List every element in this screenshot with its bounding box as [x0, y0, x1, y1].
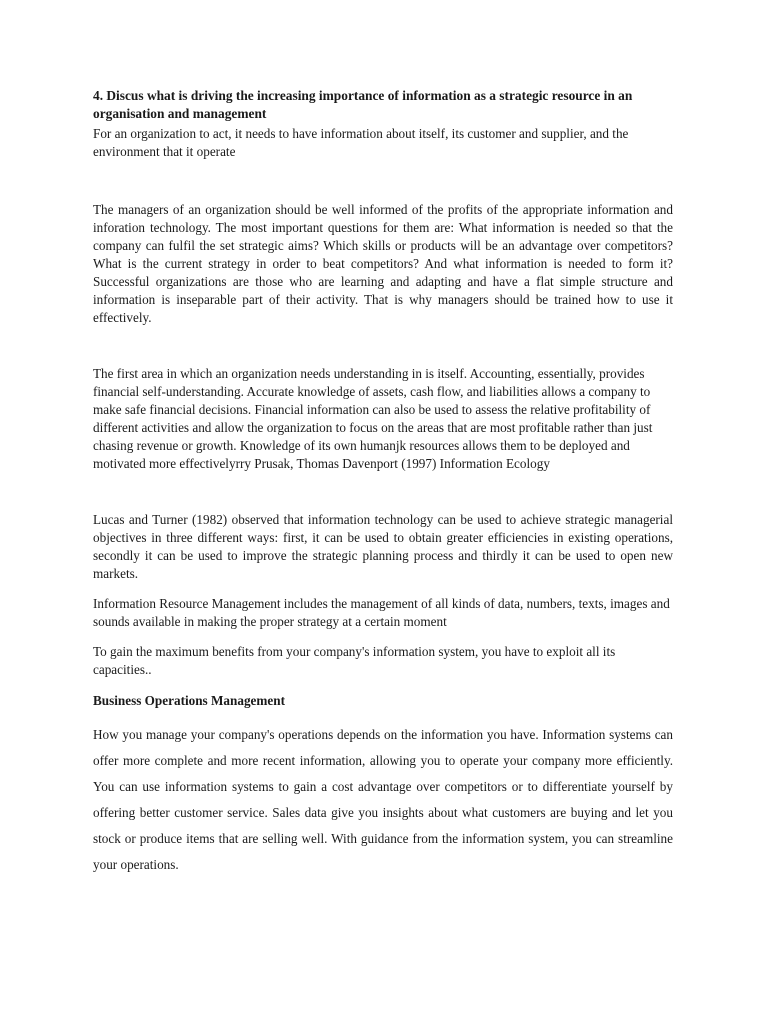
paragraph-managers: The managers of an organization should be well informed of the profits of the appropriate information and inforation technology. The most important questions for them are: What information is needed so that the company can fulfil the set strategic aims? Which skills or products will be an advantage over competitors? What is the current strategy in order to beat competitors? And what information is needed to form it? Successful organizations are those who are learning and adapting and have a flat simple structure and information is inseparable part of their activity. That is why managers should be trained how to use it effectively. — [93, 202, 673, 325]
paragraph-intro: For an organization to act, it needs to have information about itself, its customer and supplier, and the environment that it operate — [93, 126, 629, 159]
paragraph-operations: How you manage your company's operations depends on the information you have. Information systems can offer more complete and more recent information, allowing you to operate your company more efficiently. You can use information systems to gain a cost advantage over competitors or to differentiate yourself by offering better customer service. Sales data give you insights about what customers are buying and let you stock or produce items that are selling well. With guidance from the information system, you can streamline your operations. — [93, 727, 673, 872]
section-heading: Business Operations Management — [93, 693, 285, 708]
paragraph-irm: Information Resource Management includes the management of all kinds of data, numbers, texts, images and sounds available in making the proper strategy at a certain moment — [93, 596, 670, 629]
paragraph-maximum-benefits: To gain the maximum benefits from your company's information system, you have to exploit all its capacities.. — [93, 644, 616, 677]
question-heading: 4. Discus what is driving the increasing importance of information as a strategic resource in an organisation and management — [93, 88, 633, 121]
paragraph-lucas-turner: Lucas and Turner (1982) observed that information technology can be used to achieve strategic managerial objectives in three different ways: first, it can be used to obtain greater efficiencies in existing operations, secondly it can be used to improve the strategic planning process and thirdly it can be used to open new markets. — [93, 512, 673, 581]
document-page — [93, 87, 673, 878]
paragraph-first-area: The first area in which an organization needs understanding in is itself. Accounting, essentially, provides financial self-understanding. Accurate knowledge of assets, cash flow, and liabilities allows a company to make safe financial decisions. Financial information can also be used to assess the relative profitability of different activities and allow the organization to focus on the areas that are most profitable rather than just chasing revenue or growth. Knowledge of its own humanjk resources allows them to be deployed and motivated more effectivelyrry Prusak, Thomas Davenport (1997) Information Ecology — [93, 366, 653, 471]
